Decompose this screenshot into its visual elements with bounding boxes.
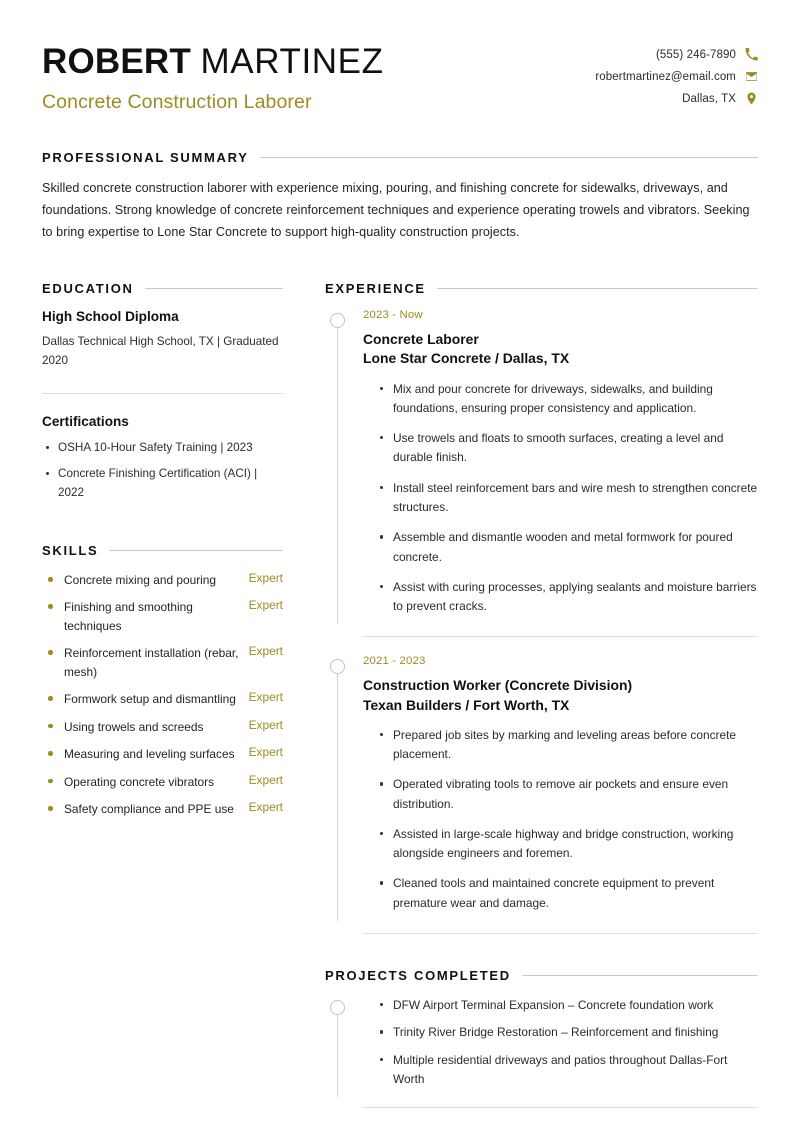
heading-rule [260,157,758,158]
projects-entry [325,996,758,1089]
experience-section [325,281,758,934]
experience-company: Lone Star Concrete / Dallas, TX [363,350,570,367]
timeline-marker-icon [330,1000,345,1015]
body-columns [42,281,758,1108]
experience-heading-text: EXPERIENCE [325,281,426,297]
skill-item [42,745,283,763]
list-item: OSHA 10-Hour Safety Training | 2023 [42,439,283,458]
certifications-list [42,439,283,503]
list-item: Assisted in large-scale highway and bridge construction, working alongside engineers and foremen. [377,825,758,864]
skill-item [42,800,283,818]
professional-summary-text: Skilled concrete construction laborer with experience mixing, pouring, and finishing concrete for sidewalks, driveways, and foundations. Strong knowledge of concrete reinforcement techniques and experience operating trowels and vibrators. Seeking to bring expertise to Lone Star Concrete to support high-quality construction projects. [42,181,750,239]
experience-role: Construction Worker (Concrete Division) [363,677,633,694]
email-icon [745,70,758,83]
projects-divider [363,1107,758,1108]
experience-role: Concrete Laborer [363,331,479,348]
education-section [42,281,283,503]
skill-name: Using trowels and screeds [42,718,239,736]
experience-heading [325,281,758,296]
list-item: Operated vibrating tools to remove air pockets and ensure even distribution. [377,775,758,814]
timeline-line [337,323,338,624]
heading-rule [437,288,758,289]
skill-level: Expert [248,644,283,659]
timeline-marker-icon [330,659,345,674]
professional-summary-section [42,150,758,243]
skill-level: Expert [248,598,283,613]
skill-name: Measuring and leveling surfaces [42,745,239,763]
last-name: MARTINEZ [200,42,384,81]
skills-heading [42,543,283,558]
skill-name: Concrete mixing and pouring [42,571,239,589]
heading-rule [109,550,283,551]
full-name [42,42,384,81]
skill-item [42,773,283,791]
experience-date: 2023 - Now [363,309,423,322]
education-heading [42,281,283,296]
skill-name: Finishing and smoothing techniques [42,598,239,635]
list-item: Assemble and dismantle wooden and metal formwork for poured concrete. [377,528,758,567]
name-block [42,40,384,114]
first-name: ROBERT [42,42,191,81]
experience-date: 2021 - 2023 [363,655,426,668]
contact-email-value: robertmartinez@email.com [595,70,736,83]
skill-name: Safety compliance and PPE use [42,800,239,818]
certifications-title: Certifications [42,414,129,430]
projects-heading-text: PROJECTS COMPLETED [325,967,511,983]
contact-phone[interactable] [656,48,758,61]
right-column [317,281,758,1108]
skills-heading-text: SKILLS [42,542,99,558]
list-item: Multiple residential driveways and patios throughout Dallas-Fort Worth [377,1051,758,1090]
experience-bullets [363,726,758,913]
contact-list [595,40,758,105]
skill-level: Expert [248,690,283,705]
experience-entry [325,655,758,913]
professional-summary-heading-text: PROFESSIONAL SUMMARY [42,150,249,166]
job-title: Concrete Construction Laborer [42,91,312,114]
left-column [42,281,317,827]
projects-section [325,968,758,1108]
experience-entry [325,309,758,616]
list-item: Mix and pour concrete for driveways, sidewalks, and building foundations, ensuring proper consistency and application. [377,380,758,419]
heading-rule [522,975,758,976]
skill-level: Expert [248,570,283,585]
skill-item [42,718,283,736]
contact-location[interactable] [682,92,758,105]
list-item: Prepared job sites by marking and leveling areas before concrete placement. [377,726,758,765]
timeline-line [337,1010,338,1097]
education-divider [42,393,283,394]
experience-divider [363,933,758,934]
education-school: Dallas Technical High School, TX | Graduated 2020 [42,335,279,368]
skill-name: Formwork setup and dismantling [42,690,239,708]
professional-summary-heading [42,150,758,165]
skill-level: Expert [248,717,283,732]
phone-icon [745,48,758,61]
skill-name: Reinforcement installation (rebar, mesh) [42,644,239,681]
projects-heading [325,968,758,983]
skill-item [42,571,283,589]
experience-bullets [363,380,758,617]
list-item: Install steel reinforcement bars and wire mesh to strengthen concrete structures. [377,479,758,518]
location-pin-icon [745,92,758,105]
skill-level: Expert [248,772,283,787]
education-heading-text: EDUCATION [42,281,134,297]
skill-level: Expert [248,800,283,814]
contact-email[interactable] [595,70,758,83]
list-item: Use trowels and floats to smooth surfaces, creating a level and durable finish. [377,429,758,468]
list-item: DFW Airport Terminal Expansion – Concrete foundation work [377,996,758,1015]
timeline-line [337,669,338,921]
skill-item [42,598,283,635]
resume-header [42,36,758,114]
skill-name: Operating concrete vibrators [42,773,239,791]
contact-location-value: Dallas, TX [682,92,736,105]
timeline-marker-icon [330,313,345,328]
skill-item [42,644,283,681]
heading-rule [145,288,283,289]
experience-divider [363,636,758,637]
skills-section [42,543,283,819]
list-item: Cleaned tools and maintained concrete equipment to prevent premature wear and damage. [377,874,758,913]
list-item: Assist with curing processes, applying sealants and moisture barriers to prevent cracks. [377,578,758,617]
list-item: Trinity River Bridge Restoration – Reinforcement and finishing [377,1023,758,1042]
experience-company: Texan Builders / Fort Worth, TX [363,696,570,713]
skill-level: Expert [248,745,283,760]
contact-phone-value: (555) 246-7890 [655,48,736,61]
education-degree: High School Diploma [42,309,179,325]
list-item: Concrete Finishing Certification (ACI) | 2022 [42,465,283,503]
skill-item [42,690,283,708]
projects-list [363,996,758,1089]
